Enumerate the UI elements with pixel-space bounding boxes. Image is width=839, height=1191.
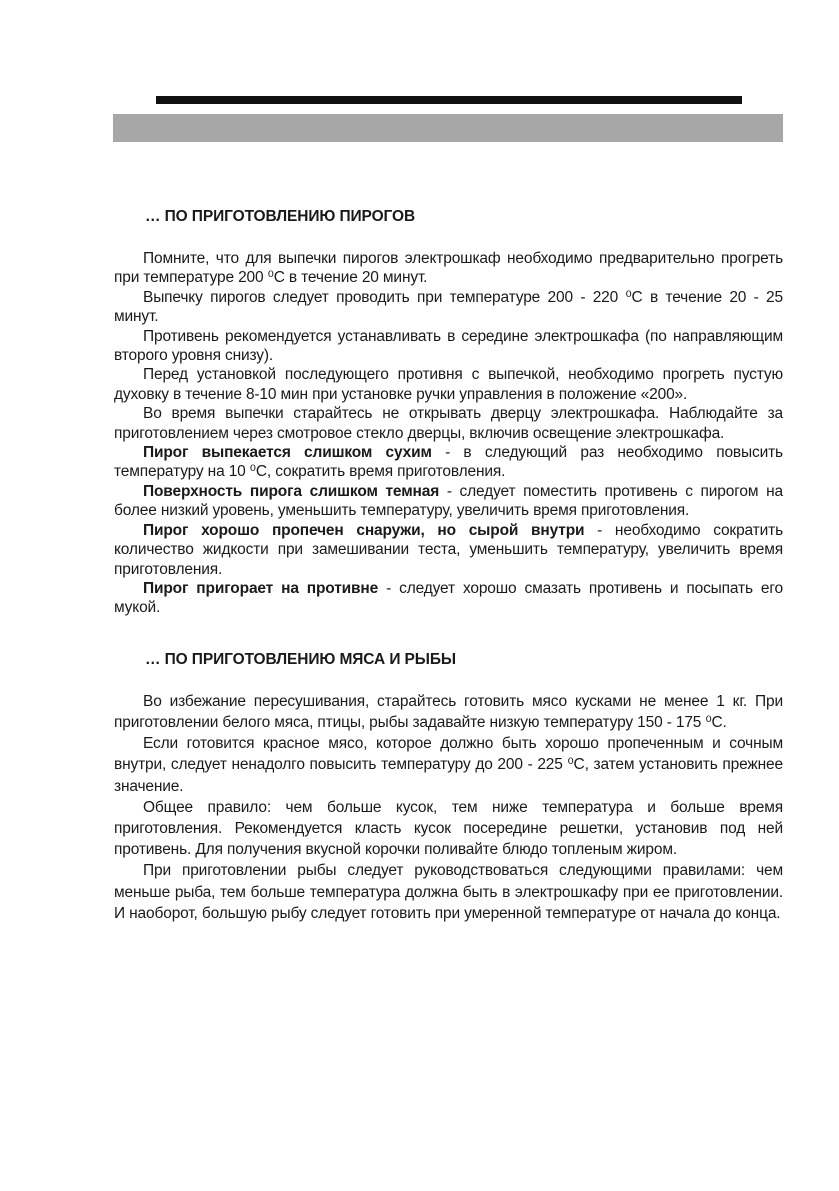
paragraph: [114, 482, 783, 521]
paragraph-body: - в следующий раз необходимо повысить температуру на 10 ⁰С, сократить время приготовления.: [114, 444, 783, 481]
paragraph: Перед установкой последующего противня с выпечкой, необходимо прогреть пустую духовку в течение 8-10 мин при установке ручки управления в положение «200».: [114, 366, 783, 403]
page-content: [114, 207, 783, 924]
paragraph: Помните, что для выпечки пирогов электрошкаф необходимо предварительно прогреть при температуре 200 ⁰С в течение 20 минут.: [114, 250, 783, 287]
paragraph-lead: Пирог пригорает на противне: [143, 579, 379, 597]
paragraph-body: - необходимо сократить количество жидкости при замешивании теста, уменьшить температуру, увеличить время приготовления.: [114, 521, 783, 578]
section-title-meat-fish: … ПО ПРИГОТОВЛЕНИЮ МЯСА И РЫБЫ: [145, 650, 456, 668]
header-band: [113, 114, 783, 142]
paragraph: [114, 443, 783, 482]
section-pies: [114, 207, 783, 618]
header-rule: [156, 96, 742, 104]
paragraph: Противень рекомендуется устанавливать в середине электрошкафа (по направляющим второго уровня снизу).: [114, 327, 783, 365]
paragraph: Выпечку пирогов следует проводить при температуре 200 - 220 ⁰С в течение 20 - 25 минут.: [114, 288, 783, 326]
paragraph: [114, 579, 783, 618]
section-title-pies: … ПО ПРИГОТОВЛЕНИЮ ПИРОГОВ: [145, 208, 416, 225]
paragraph: При приготовлении рыбы следует руководствоваться следующими правилами: чем меньше рыба, тем больше температура должна быть в электрошкафу при ее приготовлении. И наоборот, большую рыбу следует готовить при умеренной температуре от начала до конца.: [114, 862, 783, 922]
paragraph: [114, 521, 783, 579]
paragraph-lead: Пирог хорошо пропечен снаружи, но сырой внутри: [143, 521, 585, 539]
paragraph-body: - следует хорошо смазать противень и посыпать его мукой.: [114, 579, 783, 617]
paragraph-lead: Пирог выпекается слишком сухим: [143, 444, 432, 462]
paragraph: Общее правило: чем больше кусок, тем ниже температура и больше время приготовления. Рекомендуется класть кусок посередине решетки, установив под ней противень. Для получения вкусной корочки поливайте блюдо топленым жиром.: [114, 798, 783, 859]
paragraph-body: - следует поместить противень с пирогом на более низкий уровень, уменьшить температуру, увеличить время приготовления.: [114, 482, 783, 520]
paragraph: Во избежание пересушивания, старайтесь готовить мясо кусками не менее 1 кг. При приготовлении белого мяса, птицы, рыбы задавайте низкую температуру 150 - 175 ⁰С.: [114, 692, 783, 731]
paragraph: Если готовится красное мясо, которое должно быть хорошо пропеченным и сочным внутри, следует ненадолго повысить температуру до 200 - 225 ⁰С, затем установить прежнее значение.: [114, 735, 783, 795]
section-meat-fish: [114, 650, 783, 924]
paragraph-lead: Поверхность пирога слишком темная: [143, 482, 440, 500]
paragraph: Во время выпечки старайтесь не открывать дверцу электрошкафа. Наблюдайте за приготовлением через смотровое стекло дверцы, включив освещение электрошкафа.: [114, 405, 783, 442]
